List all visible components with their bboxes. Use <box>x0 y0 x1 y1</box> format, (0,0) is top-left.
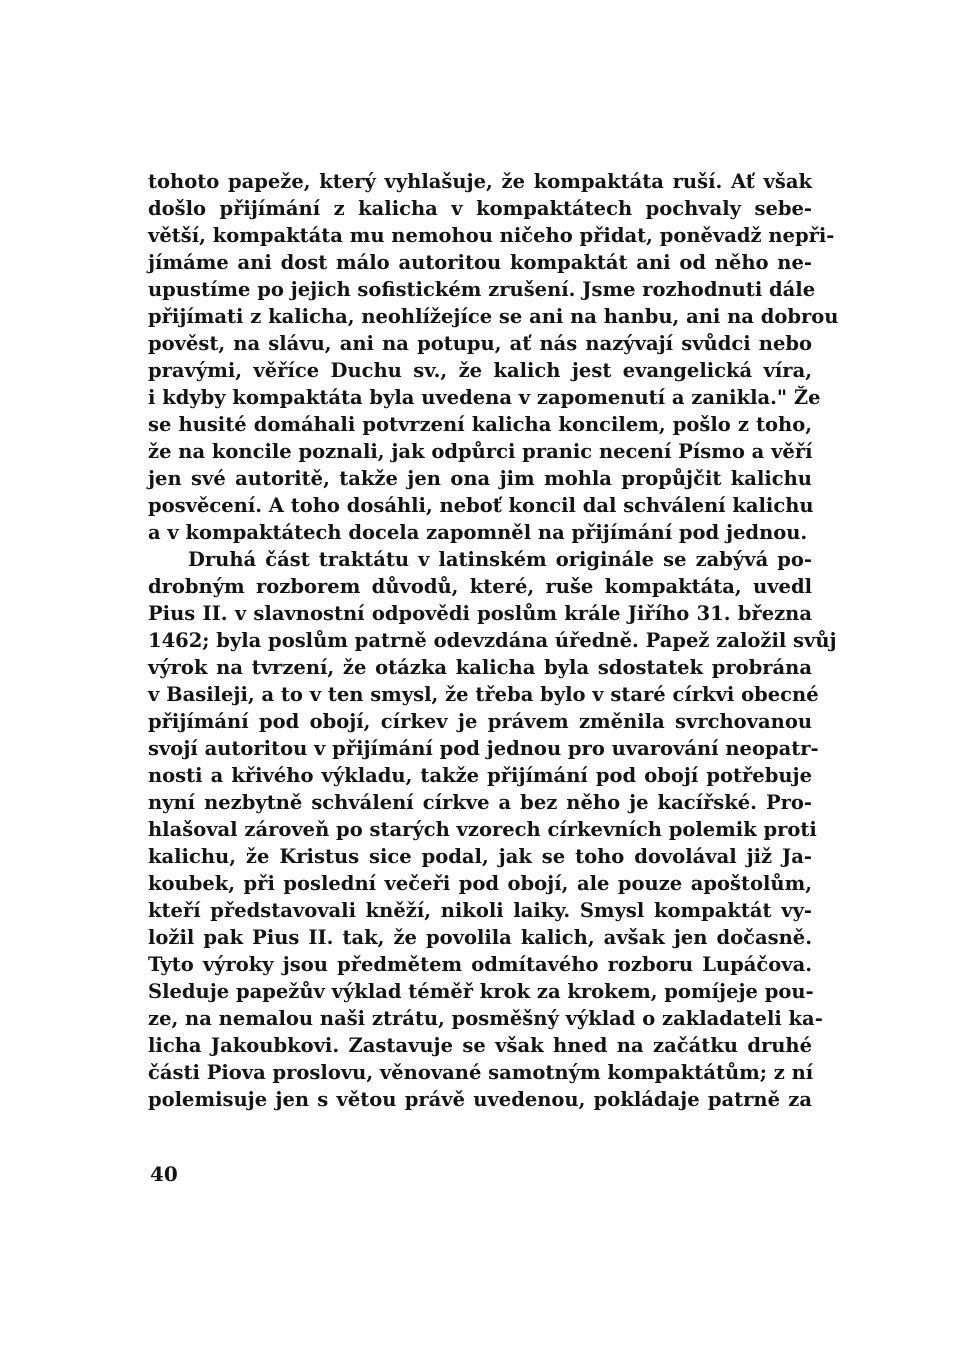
page-number: 40 <box>150 1162 178 1186</box>
text-line: kalichu, že Kristus sice podal, jak se toho dovolával již Ja- <box>148 845 812 868</box>
text-line: pověst, na slávu, ani na potupu, ať nás nazývají svůdci nebo <box>148 332 812 355</box>
text-line: hlašoval zároveň po starých vzorech církevních polemik proti <box>148 818 817 841</box>
text-line: Pius II. v slavnostní odpovědi poslům krále Jiřího 31. března <box>148 602 812 625</box>
text-line: polemisuje jen s větou právě uvedenou, pokládaje patrně za <box>148 1088 812 1111</box>
text-line: upustíme po jejich sofistickém zrušení. Jsme rozhodnuti dále <box>148 278 816 301</box>
text-line: ložil pak Pius II. tak, že povolila kalich, avšak jen dočasně. <box>148 926 812 949</box>
text-line: výrok na tvrzení, že otázka kalicha byla sdostatek probrána <box>148 656 812 679</box>
text-line: licha Jakoubkovi. Zastavuje se však hned na začátku druhé <box>148 1034 812 1057</box>
text-line: koubek, při poslední večeři pod obojí, ale pouze apoštolům, <box>148 872 812 895</box>
paragraph-start-line: Druhá část traktátu v latinském originále se zabývá po- <box>188 548 812 571</box>
text-line: drobným rozborem důvodů, které, ruše kompaktáta, uvedl <box>148 575 812 598</box>
body-text <box>148 168 839 1113</box>
text-line: části Piova proslovu, věnované samotným kompaktátům; z ní <box>148 1061 814 1084</box>
text-line: posvěcení. A toho dosáhli, neboť koncil dal schválení kalichu <box>148 494 814 517</box>
text-line: tohoto papeže, který vyhlašuje, že kompaktáta ruší. Ať však <box>148 170 812 193</box>
text-line: jímáme ani dost málo autoritou kompaktát ani od něho ne- <box>148 251 812 274</box>
text-line: v Basileji, a to v ten smysl, že třeba bylo v staré církvi obecné <box>148 683 819 706</box>
text-line: přijímati z kalicha, neohlížejíce se ani na hanbu, ani na dobrou <box>148 305 839 328</box>
text-line: došlo přijímání z kalicha v kompaktátech pochvaly sebe- <box>148 197 812 220</box>
text-line: a v kompaktátech docela zapomněl na přijímání pod jednou. <box>148 521 808 544</box>
text-line: se husité domáhali potvrzení kalicha koncilem, pošlo z toho, <box>148 413 812 436</box>
text-line: kteří představovali kněží, nikoli laiky. Smysl kompaktát vy- <box>148 899 812 922</box>
text-line: Tyto výroky jsou předmětem odmítavého rozboru Lupáčova. <box>148 953 812 976</box>
text-line: ze, na nemalou naši ztrátu, posměšný výklad o zakladateli ka- <box>148 1007 823 1030</box>
text-line: svojí autoritou v přijímání pod jednou pro uvarování neopatr- <box>148 737 819 760</box>
text-line: přijímání pod obojí, církev je právem změnila svrchovanou <box>148 710 812 733</box>
text-line: že na koncile poznali, jak odpůrci pranic necení Písmo a věří <box>148 440 813 463</box>
text-line: nosti a křivého výkladu, takže přijímání pod obojí potřebuje <box>148 764 812 787</box>
text-line: 1462; byla poslům patrně odevzdána úředně. Papež založil svůj <box>148 629 837 652</box>
text-line: jen své autoritě, takže jen ona jim mohla propůjčit kalichu <box>148 467 812 490</box>
text-line: pravými, věříce Duchu sv., že kalich jest evangelická víra, <box>148 359 812 382</box>
text-line: větší, kompaktáta mu nemohou ničeho přidat, poněvadž nepři- <box>148 224 835 247</box>
text-line: i kdyby kompaktáta byla uvedena v zapomenutí a zanikla." Že <box>148 386 821 409</box>
text-line: Sleduje papežův výklad téměř krok za krokem, pomíjeje pou- <box>148 980 814 1003</box>
text-line: nyní nezbytně schválení církve a bez něho je kacířské. Pro- <box>148 791 812 814</box>
